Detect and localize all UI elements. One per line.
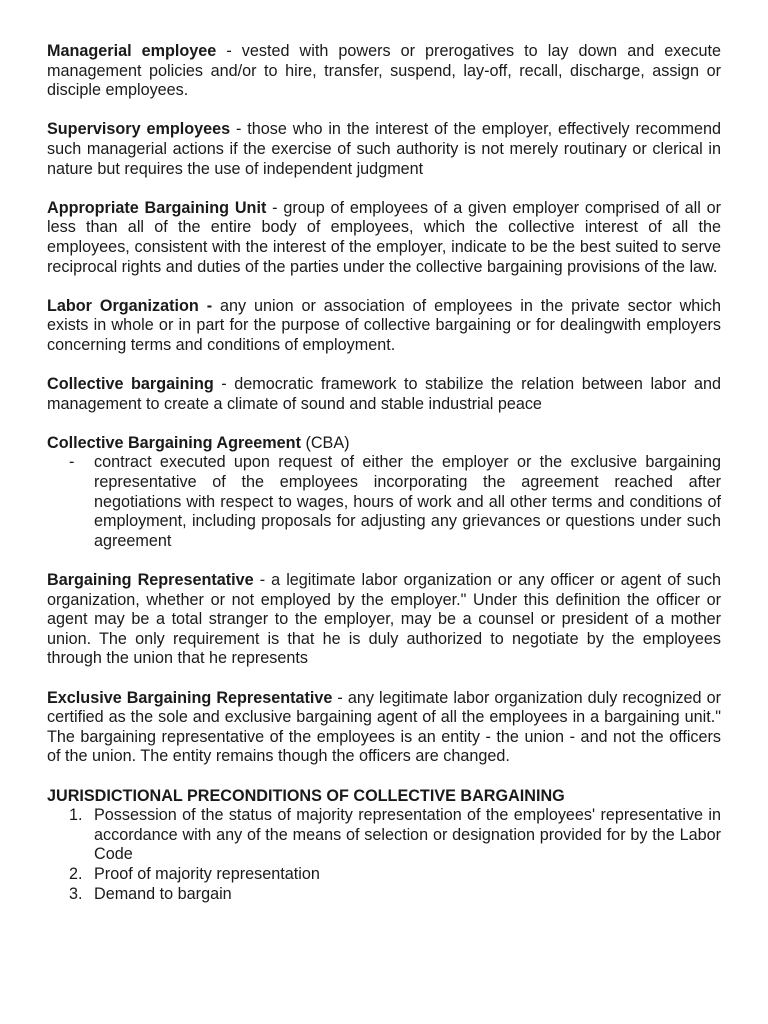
preconditions-section xyxy=(47,787,721,905)
definition-cba xyxy=(47,434,721,552)
definition-term: Managerial employee xyxy=(47,42,217,60)
cba-list xyxy=(47,453,721,551)
dash-marker: - xyxy=(69,453,75,472)
definition-term: Supervisory employees xyxy=(47,120,231,139)
definition-managerial-employee xyxy=(47,42,721,101)
definition-appropriate-bargaining-unit xyxy=(47,199,721,277)
definition-bargaining-representative xyxy=(47,571,721,669)
list-item-text: contract executed upon request of either the employer or the exclusive bargaining representative of the employees incorporating the agreement reached after negotiations with respect to wages, hours of work and all other terms and conditions of employment, including proposals for adjusting any grievances or questions under such agreement xyxy=(94,453,721,550)
definition-term: Collective Bargaining Agreement xyxy=(47,433,301,452)
definition-text: - group of employees of a given employer comprised of all or less than all of the entire body of employees, which the collective interest of all the employees, consistent with the interest of the employer, indicate to be the best suited to serve reciprocal rights and duties of the parties under the collective bargaining provisions of the law. xyxy=(47,198,721,276)
list-item xyxy=(47,806,721,865)
definition-text: - those who in the interest of the employer, effectively recommend such managerial actions if the exercise of such authority is not merely routinary or clerical in nature but requires the use of independent judgment xyxy=(47,120,721,178)
list-item-text: Possession of the status of majority representation of the employees' representative in accordance with any of the means of selection or designation provided for by the Labor Code xyxy=(94,806,721,864)
definition-text: any union or association of employees in the private sector which exists in whole or in part for the purpose of collective bargaining or for dealingwith employers concerning terms and conditions of employment. xyxy=(47,296,722,354)
cba-heading xyxy=(47,434,721,454)
definition-text: - any legitimate labor organization duly recognized or certified as the sole and exclusive bargaining agent of all the employees in a bargaining unit." The bargaining representative of the employees is an entity - the union - and not the officers of the union. The entity remains though the officers are changed. xyxy=(47,688,721,766)
definition-text: - vested with powers or prerogatives to lay down and execute management policies and/or to hire, transfer, suspend, lay-off, recall, discharge, assign or disciple employees. xyxy=(47,42,721,100)
document-body xyxy=(47,42,721,904)
list-item xyxy=(47,453,721,551)
list-number: 2. xyxy=(69,864,83,883)
definition-term: Labor Organization - xyxy=(47,296,213,315)
definition-collective-bargaining xyxy=(47,375,721,414)
list-item-text: Proof of majority representation xyxy=(94,864,320,883)
section-heading: JURISDICTIONAL PRECONDITIONS OF COLLECTIVE BARGAINING xyxy=(47,786,565,805)
definition-supervisory-employees xyxy=(47,120,721,179)
cba-suffix: (CBA) xyxy=(300,433,350,452)
definition-term: Collective bargaining xyxy=(47,375,214,394)
list-item-text: Demand to bargain xyxy=(94,884,232,903)
definition-term: Bargaining Representative xyxy=(47,571,254,590)
definition-term: Appropriate Bargaining Unit xyxy=(47,198,267,217)
list-number: 1. xyxy=(69,806,83,825)
definition-exclusive-bargaining-representative xyxy=(47,689,721,767)
list-number: 3. xyxy=(69,884,83,903)
definition-labor-organization xyxy=(47,297,721,356)
list-item xyxy=(47,865,721,885)
list-item xyxy=(47,885,721,905)
definition-text: - democratic framework to stabilize the relation between labor and management to create a climate of sound and stable industrial peace xyxy=(47,375,721,413)
definition-term: Exclusive Bargaining Representative xyxy=(47,688,333,707)
definition-text: - a legitimate labor organization or any officer or agent of such organization, whether or not employed by the employer." Under this definition the officer or agent may be a total stranger to the employer, may be a counsel or president of a mother union. The only requirement is that he is duly authorized to negotiate by the employees through the union that he represents xyxy=(47,571,721,668)
preconditions-list xyxy=(47,806,721,904)
